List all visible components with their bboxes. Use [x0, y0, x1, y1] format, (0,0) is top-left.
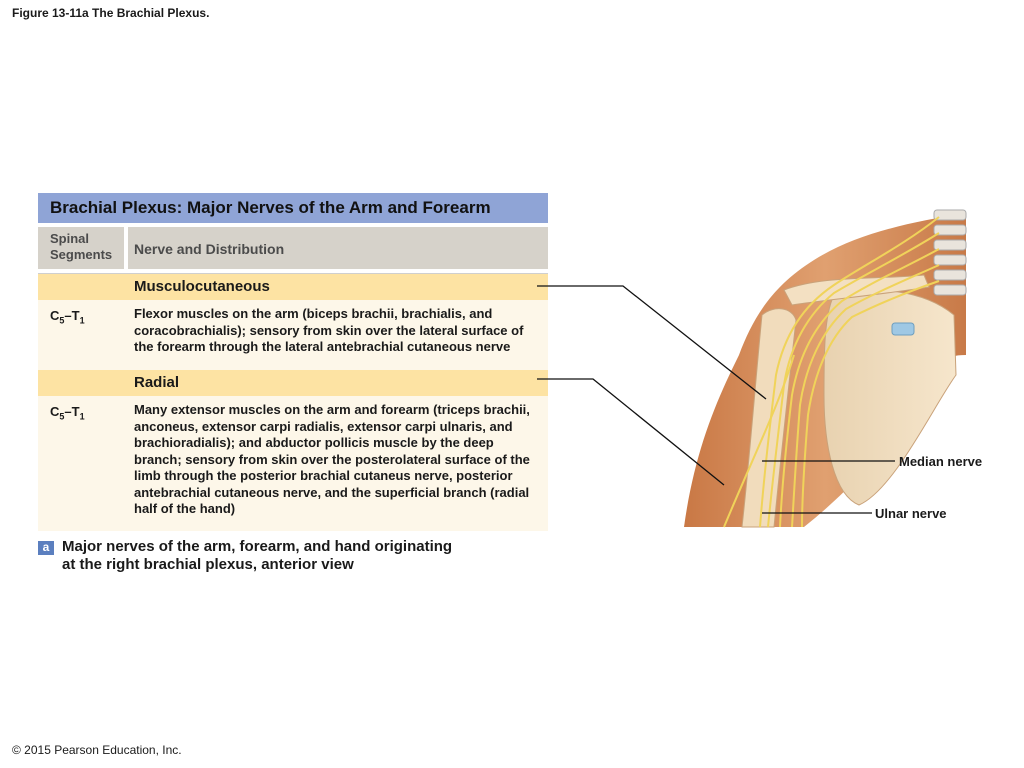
column-header-spinal-segments: Spinal Segments — [38, 227, 124, 269]
leader-line-radial — [537, 379, 724, 485]
nerve-name-radial: Radial — [38, 370, 548, 396]
label-ulnar-nerve: Ulnar nerve — [875, 506, 947, 521]
nerve-name-musculocutaneous: Musculocutaneous — [38, 274, 548, 300]
copyright: © 2015 Pearson Education, Inc. — [12, 743, 182, 757]
panel-badge: a — [38, 541, 54, 555]
leader-line-musculocutaneous — [537, 286, 766, 399]
spinal-segment: $C_5-T_1$ — [50, 404, 85, 422]
nerve-distribution: Flexor muscles on the arm (biceps brachii, brachialis, and coracobrachialis); sensory from skin over the lateral surface of the forearm through the lateral antebrachial cutaneous nerve — [134, 306, 524, 354]
spinal-segment: $C_5-T_1$ — [50, 308, 85, 326]
caption-text: Major nerves of the arm, forearm, and hand originating at the right brachial plexus, anterior view — [62, 538, 453, 573]
nerve-distribution: Many extensor muscles on the arm and forearm (triceps brachii, anconeus, extensor carpi radialis, extensor carpi ulnaris, and brachioradialis); and abductor pollicis muscle by the deep branch; sensory from skin over the posterolateral surface of the limb through the posterior brachial cutaneus nerve, posterior antebrachial cutaneous nerve, and the superficial branch (radial half of the hand) — [134, 402, 530, 516]
table-title: Brachial Plexus: Major Nerves of the Arm and Forearm — [38, 193, 548, 223]
column-header-nerve-distribution: Nerve and Distribution — [128, 227, 548, 269]
label-median-nerve: Median nerve — [899, 454, 983, 469]
figure-title: Figure 13-11a The Brachial Plexus. — [12, 6, 210, 20]
